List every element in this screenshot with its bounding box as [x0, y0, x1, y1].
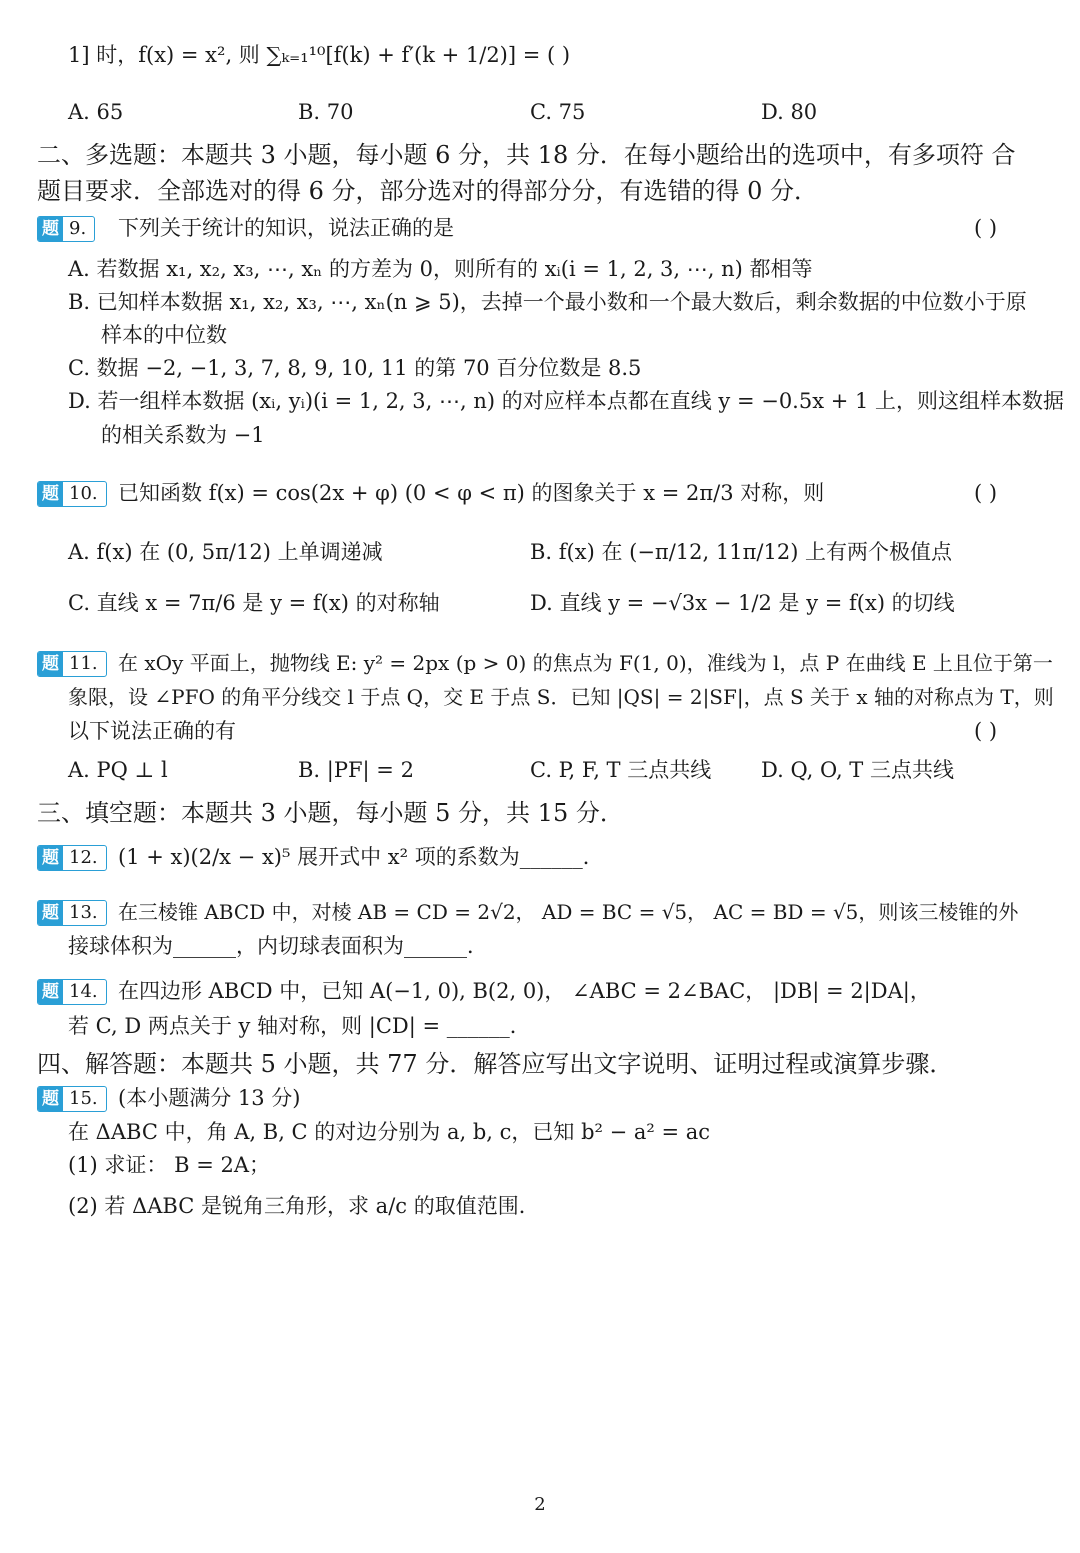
q15-heading: (本小题满分 13 分): [118, 1086, 301, 1110]
q9-option-b-cont: 样本的中位数: [101, 323, 227, 347]
q9-answer-paren: ( ): [974, 216, 998, 240]
q9-option-a: A. 若数据 x₁, x₂, x₃, ⋯, xₙ 的方差为 0，则所有的 xᵢ(i = 1, 2, 3, ⋯, n) 都相等: [68, 257, 813, 281]
q8-option-c: C. 75: [530, 100, 586, 124]
q10-option-b: B. f(x) 在 (−π/12, 11π/12) 上有两个极值点: [530, 540, 953, 564]
q10-option-c: C. 直线 x = 7π/6 是 y = f(x) 的对称轴: [68, 591, 440, 615]
q11-stem-line3: 以下说法正确的有: [68, 719, 236, 743]
question-number: 15.: [69, 1088, 98, 1109]
q10-option-a: A. f(x) 在 (0, 5π/12) 上单调递减: [68, 540, 383, 564]
q15-stem: 在 ΔABC 中，角 A, B, C 的对边分别为 a, b, c，已知 b² − a² = ac: [68, 1120, 711, 1144]
q9-stem: 下列关于统计的知识，说法正确的是: [118, 216, 454, 240]
q14-stem-line1: 在四边形 ABCD 中，已知 A(−1, 0), B(2, 0)， ∠ABC = 2∠BAC， |DB| = 2|DA|，: [118, 979, 931, 1003]
section-2-heading-line2: 题目要求．全部选对的得 6 分，部分选对的得部分分，有选错的得 0 分．: [37, 177, 819, 205]
question-badge-14: [37, 979, 107, 1005]
question-number: 9.: [69, 218, 87, 239]
q11-stem-line2: 象限，设 ∠PFO 的角平分线交 l 于点 Q，交 E 于点 S．已知 |QS| = 2|SF|，点 S 关于 x 轴的对称点为 T，则: [68, 685, 1054, 709]
section-4-heading: 四、解答题：本题共 5 小题，共 77 分．解答应写出文字说明、证明过程或演算步骤．: [37, 1050, 954, 1078]
q12-stem: (1 + x)(2/x − x)⁵ 展开式中 x² 项的系数为______．: [118, 845, 604, 869]
question-badge-13: [37, 900, 107, 926]
q8-option-b: B. 70: [298, 100, 354, 124]
question-number: 12.: [69, 847, 98, 868]
question-badge-9: [37, 216, 95, 242]
q11-stem-line1: 在 xOy 平面上，抛物线 E: y² = 2px (p > 0) 的焦点为 F(1, 0)，准线为 l，点 P 在曲线 E 上且位于第一: [118, 651, 1053, 675]
question-number: 13.: [69, 902, 98, 923]
q15-part-2: (2) 若 ΔABC 是锐角三角形，求 a/c 的取值范围．: [68, 1194, 540, 1218]
question-number: 11.: [69, 653, 98, 674]
question-badge-11: [37, 651, 107, 677]
q10-stem: 已知函数 f(x) = cos(2x + φ) (0 < φ < π) 的图象关于 x = 2π/3 对称，则: [118, 481, 825, 505]
question-badge-10: [37, 481, 107, 507]
badge-label: 题: [38, 846, 63, 870]
q15-part-1: (1) 求证： B = 2A；: [68, 1153, 271, 1177]
q11-option-a: A. PQ ⊥ l: [68, 758, 168, 782]
badge-label: 题: [38, 482, 63, 506]
badge-label: 题: [38, 980, 63, 1004]
section-2-heading-line1: 二、多选题：本题共 3 小题，每小题 6 分，共 18 分．在每小题给出的选项中，有多项符 合: [37, 141, 1016, 169]
q11-option-c: C. P, F, T 三点共线: [530, 758, 712, 782]
badge-label: 题: [38, 901, 63, 925]
q13-stem-line1: 在三棱锥 ABCD 中，对棱 AB = CD = 2√2， AD = BC = √5， AC = BD = √5，则该三棱锥的外: [118, 900, 1019, 924]
badge-label: 题: [38, 652, 63, 676]
q9-option-d: D. 若一组样本数据 (xᵢ, yᵢ)(i = 1, 2, 3, ⋯, n) 的对应样本点都在直线 y = −0.5x + 1 上，则这组样本数据: [68, 389, 1065, 413]
q13-stem-line2: 接球体积为______，内切球表面积为______．: [68, 934, 488, 958]
badge-label: 题: [38, 1087, 63, 1111]
q14-stem-line2: 若 C, D 两点关于 y 轴对称，则 |CD| = ______．: [68, 1014, 531, 1038]
question-number: 14.: [69, 981, 98, 1002]
q9-option-d-cont: 的相关系数为 −1: [101, 423, 265, 447]
q8-stem: 1] 时，f(x) = x², 则 ∑ₖ₌₁¹⁰[f(k) + f′(k + 1/2)] = ( ): [68, 43, 571, 67]
q8-option-a: A. 65: [68, 100, 124, 124]
q11-answer-paren: ( ): [974, 719, 998, 743]
page-number: 2: [534, 1494, 546, 1515]
q9-option-c: C. 数据 −2, −1, 3, 7, 8, 9, 10, 11 的第 70 百分位数是 8.5: [68, 356, 642, 380]
question-badge-15: [37, 1086, 107, 1112]
q8-option-d: D. 80: [761, 100, 818, 124]
section-3-heading: 三、填空题：本题共 3 小题，每小题 5 分，共 15 分．: [37, 799, 624, 827]
q9-option-b: B. 已知样本数据 x₁, x₂, x₃, ⋯, xₙ(n ⩾ 5)，去掉一个最小数和一个最大数后，剩余数据的中位数小于原: [68, 290, 1027, 314]
question-number: 10.: [69, 483, 98, 504]
badge-label: 题: [38, 217, 63, 241]
q10-option-d: D. 直线 y = −√3x − 1/2 是 y = f(x) 的切线: [530, 591, 955, 615]
question-badge-12: [37, 845, 107, 871]
q11-option-d: D. Q, O, T 三点共线: [761, 758, 954, 782]
q11-option-b: B. |PF| = 2: [298, 758, 414, 782]
q10-answer-paren: ( ): [974, 481, 998, 505]
